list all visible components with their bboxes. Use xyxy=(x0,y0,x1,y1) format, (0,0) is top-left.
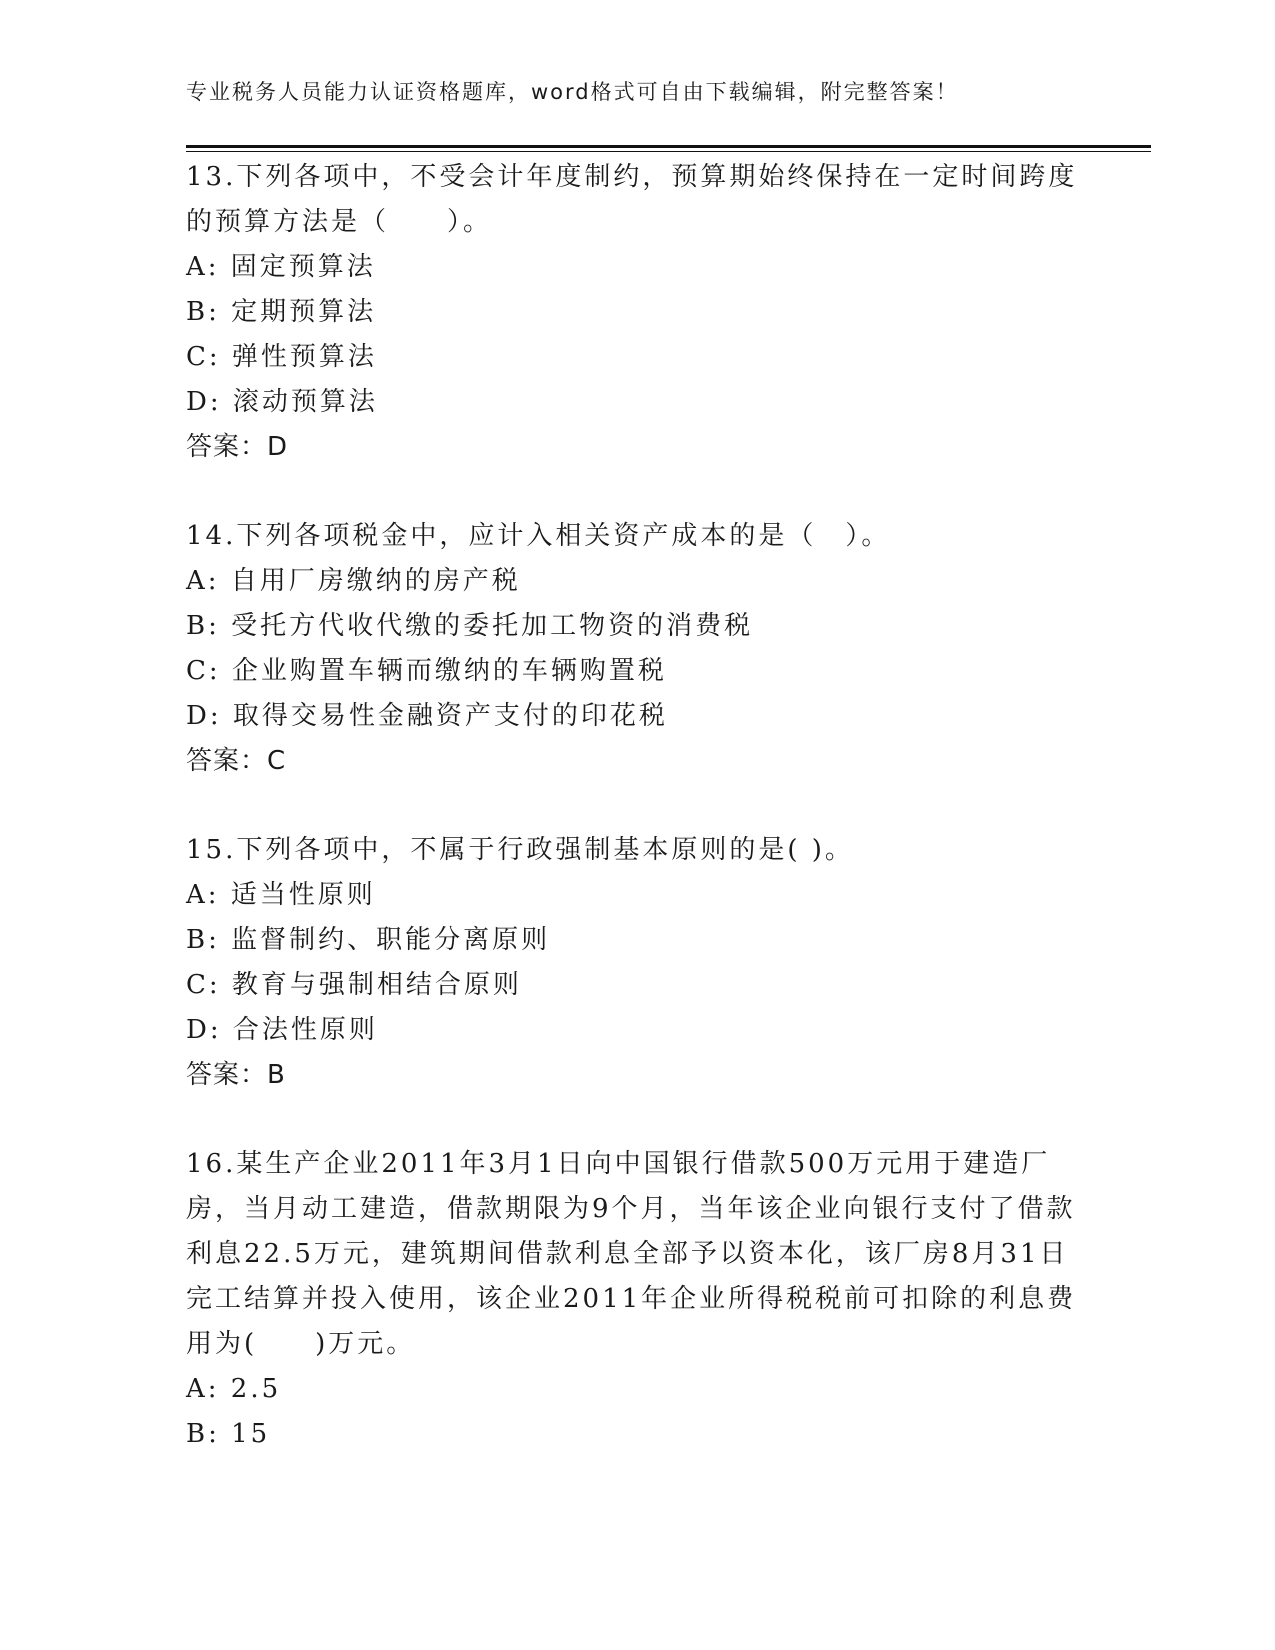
option-c: C: 弹性预算法 xyxy=(186,342,377,372)
question-list xyxy=(186,155,1086,1501)
question-15 xyxy=(186,828,1086,1098)
question-stem: 14.下列各项税金中，应计入相关资产成本的是（ ）。 xyxy=(186,521,891,551)
option-b: B: 监督制约、职能分离原则 xyxy=(186,925,551,955)
option-a: A: 2.5 xyxy=(186,1374,282,1404)
answer: 答案：B xyxy=(186,1060,286,1090)
question-13 xyxy=(186,155,1086,470)
question-stem: 15.下列各项中，不属于行政强制基本原则的是( )。 xyxy=(186,835,854,865)
option-b: B: 受托方代收代缴的委托加工物资的消费税 xyxy=(186,611,754,641)
answer: 答案：C xyxy=(186,746,287,776)
option-c: C: 教育与强制相结合原则 xyxy=(186,970,522,1000)
option-a: A: 自用厂房缴纳的房产税 xyxy=(186,566,521,596)
header-rule-thin xyxy=(186,151,1151,152)
option-d: D: 取得交易性金融资产支付的印花税 xyxy=(186,701,668,731)
option-b: B: 定期预算法 xyxy=(186,297,377,327)
answer: 答案：D xyxy=(186,432,289,462)
question-16 xyxy=(186,1142,1086,1457)
option-a: A: 固定预算法 xyxy=(186,252,376,282)
option-b: B: 15 xyxy=(186,1419,271,1449)
header-rule-thick xyxy=(186,145,1151,148)
option-c: C: 企业购置车辆而缴纳的车辆购置税 xyxy=(186,656,667,686)
question-stem: 13.下列各项中，不受会计年度制约，预算期始终保持在一定时间跨度的预算方法是（ ）。 xyxy=(186,162,1078,237)
question-stem: 16.某生产企业2011年3月1日向中国银行借款500万元用于建造厂房，当月动工建造，借款期限为9个月，当年该企业向银行支付了借款利息22.5万元，建筑期间借款利息全部予以资本化，该厂房8月31日完工结算并投入使用，该企业2011年企业所得税税前可扣除的利息费用为( )万元。 xyxy=(186,1149,1077,1359)
page-header: 专业税务人员能力认证资格题库，word格式可自由下载编辑，附完整答案！ xyxy=(186,80,959,104)
option-d: D: 合法性原则 xyxy=(186,1015,378,1045)
question-14 xyxy=(186,514,1086,784)
option-a: A: 适当性原则 xyxy=(186,880,376,910)
option-d: D: 滚动预算法 xyxy=(186,387,378,417)
